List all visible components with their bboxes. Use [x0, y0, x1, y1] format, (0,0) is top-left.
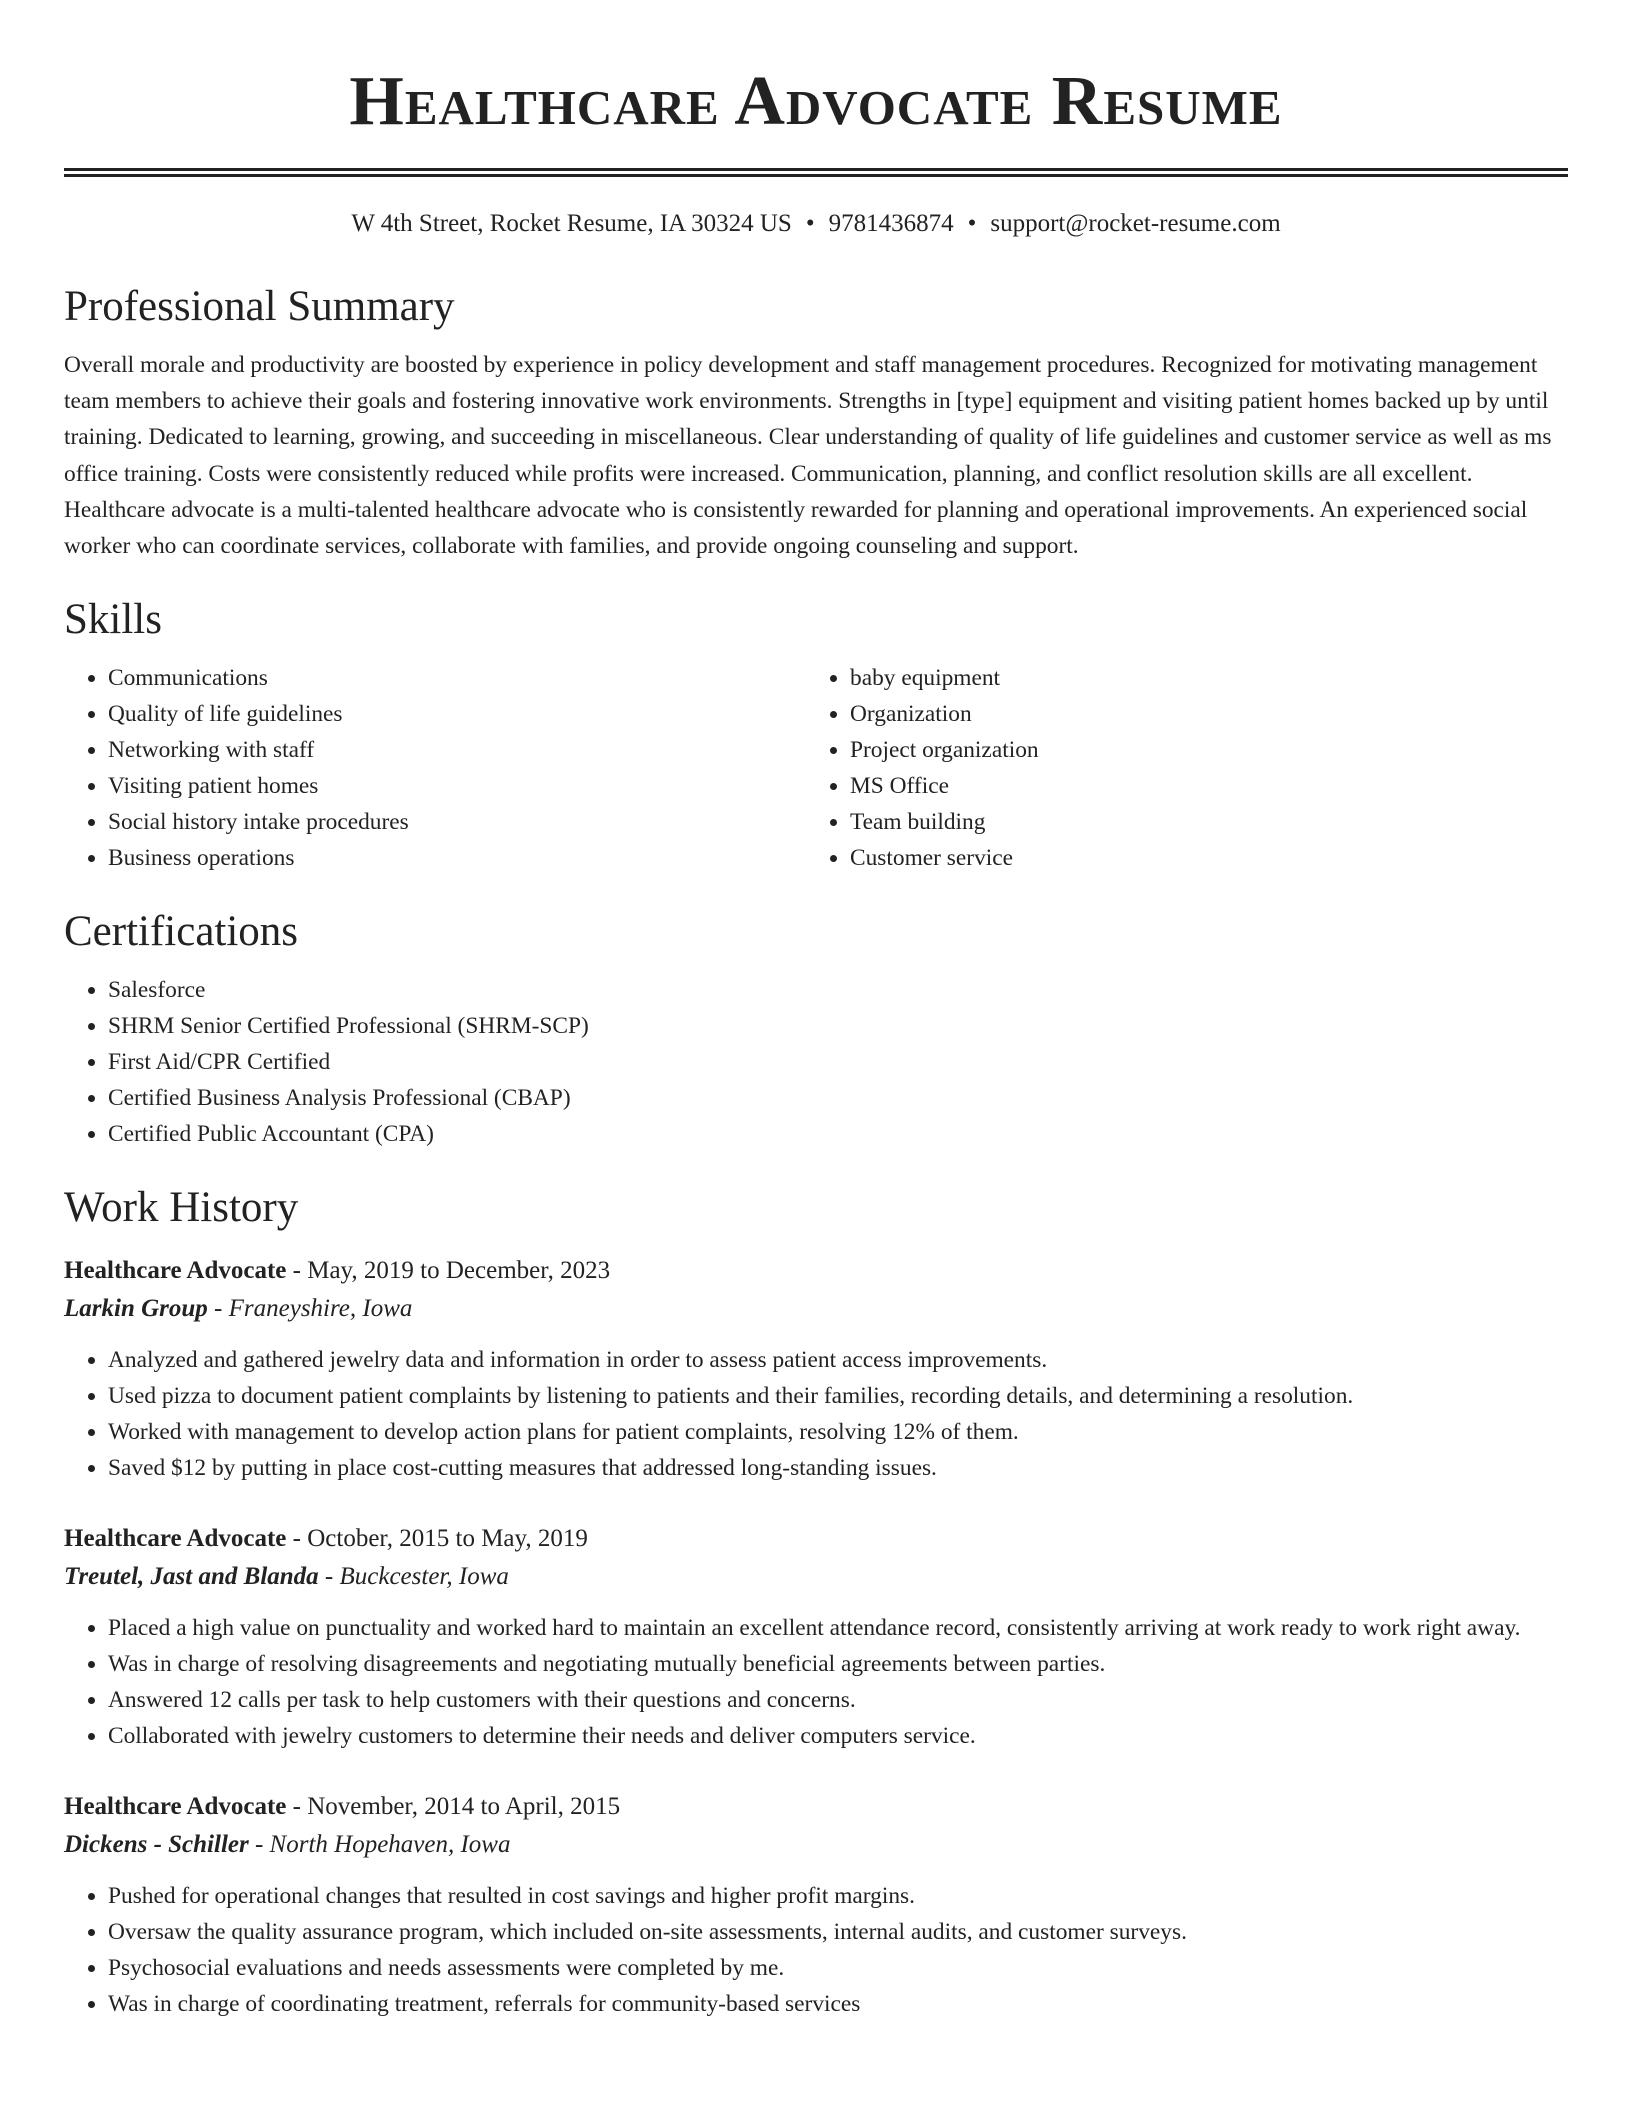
- skill-item: • Customer service: [850, 840, 1548, 876]
- work-history-heading: Work History: [64, 1184, 299, 1232]
- skill-item: • Organization: [850, 696, 1548, 732]
- job-location: - Buckcester, Iowa: [318, 1563, 509, 1591]
- job-dates: - October, 2015 to May, 2019: [286, 1525, 588, 1553]
- job-duty-item: • Placed a high value on punctuality and worked hard to maintain an excellent attendance record, consistently arriving at work ready to work right away.: [108, 1610, 1568, 1646]
- skill-item: • Project organization: [850, 732, 1548, 768]
- job-entry: [64, 1520, 1568, 1754]
- contact-line: [64, 207, 1568, 241]
- job-entry: [64, 1252, 1568, 1486]
- skill-item: • Team building: [850, 804, 1548, 840]
- job-dates: - November, 2014 to April, 2015: [286, 1793, 621, 1821]
- skills-heading: Skills: [64, 596, 162, 644]
- summary-text: Overall morale and productivity are boosted by experience in policy development and staff management procedures. Recognized for motivating management team members to achieve their goals and fostering innovative work environments. Strengths in [type] equipment and visiting patient homes backed up by until training. Dedicated to learning, growing, and succeeding in miscellaneous. Clear understanding of quality of life guidelines and customer service as well as ms office training. Costs were consistently reduced while profits were increased. Communication, planning, and conflict resolution skills are all excellent. Healthcare advocate is a multi-talented healthcare advocate who is consistently rewarded for planning and operational improvements. An experienced social worker who can coordinate services, collaborate with families, and provide ongoing counseling and support.: [64, 352, 1552, 560]
- job-duty-item: • Was in charge of resolving disagreements and negotiating mutually beneficial agreements between parties.: [108, 1646, 1568, 1682]
- job-duties-list: [64, 1878, 1568, 2022]
- job-duty-item: • Collaborated with jewelry customers to determine their needs and deliver computers service.: [108, 1718, 1568, 1754]
- job-title-line: [64, 1788, 1568, 1826]
- skill-item: • Social history intake procedures: [108, 804, 806, 840]
- skill-item: • Networking with staff: [108, 732, 806, 768]
- job-duties-list: [64, 1610, 1568, 1754]
- job-title-line: [64, 1252, 1568, 1290]
- job-title-line: [64, 1520, 1568, 1558]
- job-company: Larkin Group: [64, 1295, 208, 1323]
- skill-item: • MS Office: [850, 768, 1548, 804]
- certification-item: • SHRM Senior Certified Professional (SHRM-SCP): [108, 1008, 1568, 1044]
- job-location: - North Hopehaven, Iowa: [248, 1831, 511, 1859]
- skills-list: [64, 660, 1568, 876]
- contact-address: W 4th Street, Rocket Resume, IA 30324 US: [351, 210, 792, 237]
- skills-column-left: [64, 660, 806, 876]
- job-company-line: [64, 1826, 1568, 1864]
- resume-title: Healthcare Advocate Resume: [349, 63, 1283, 140]
- job-duty-item: • Used pizza to document patient complaints by listening to patients and their families, recording details, and determining a resolution.: [108, 1378, 1568, 1414]
- job-duty-item: • Saved $12 by putting in place cost-cutting measures that addressed long-standing issues.: [108, 1450, 1568, 1486]
- job-entry: [64, 1788, 1568, 2022]
- certifications-heading: Certifications: [64, 908, 299, 956]
- job-duty-item: • Oversaw the quality assurance program, which included on-site assessments, internal audits, and customer surveys.: [108, 1914, 1568, 1950]
- skill-item: • Visiting patient homes: [108, 768, 806, 804]
- job-role: Healthcare Advocate: [64, 1525, 287, 1553]
- contact-separator: •: [805, 210, 815, 237]
- job-duty-item: • Answered 12 calls per task to help customers with their questions and concerns.: [108, 1682, 1568, 1718]
- certification-item: • Certified Public Accountant (CPA): [108, 1116, 1568, 1152]
- certification-item: • Salesforce: [108, 972, 1568, 1008]
- contact-separator: •: [967, 210, 977, 237]
- job-company: Treutel, Jast and Blanda: [64, 1563, 319, 1591]
- job-company: Dickens - Schiller: [64, 1831, 249, 1859]
- job-role: Healthcare Advocate: [64, 1793, 287, 1821]
- job-duty-item: • Analyzed and gathered jewelry data and information in order to assess patient access improvements.: [108, 1342, 1568, 1378]
- skill-item: • Business operations: [108, 840, 806, 876]
- summary-heading: Professional Summary: [64, 283, 455, 330]
- job-duties-list: [64, 1342, 1568, 1486]
- certification-item: • Certified Business Analysis Professional (CBAP): [108, 1080, 1568, 1116]
- skill-item: • Communications: [108, 660, 806, 696]
- contact-phone: 9781436874: [828, 210, 954, 237]
- job-dates: - May, 2019 to December, 2023: [286, 1257, 611, 1285]
- job-location: - Franeyshire, Iowa: [207, 1295, 413, 1323]
- job-company-line: [64, 1558, 1568, 1596]
- job-company-line: [64, 1290, 1568, 1328]
- skills-column-right: [806, 660, 1548, 876]
- certification-item: • First Aid/CPR Certified: [108, 1044, 1568, 1080]
- job-duty-item: • Was in charge of coordinating treatment, referrals for community-based services: [108, 1986, 1568, 2022]
- title-divider: [64, 168, 1568, 177]
- job-role: Healthcare Advocate: [64, 1257, 287, 1285]
- job-duty-item: • Pushed for operational changes that resulted in cost savings and higher profit margins.: [108, 1878, 1568, 1914]
- skill-item: • Quality of life guidelines: [108, 696, 806, 732]
- contact-email[interactable]: support@rocket-resume.com: [990, 210, 1281, 237]
- job-duty-item: • Worked with management to develop action plans for patient complaints, resolving 12% of them.: [108, 1414, 1568, 1450]
- skill-item: • baby equipment: [850, 660, 1548, 696]
- certifications-list: [64, 972, 1568, 1152]
- job-duty-item: • Psychosocial evaluations and needs assessments were completed by me.: [108, 1950, 1568, 1986]
